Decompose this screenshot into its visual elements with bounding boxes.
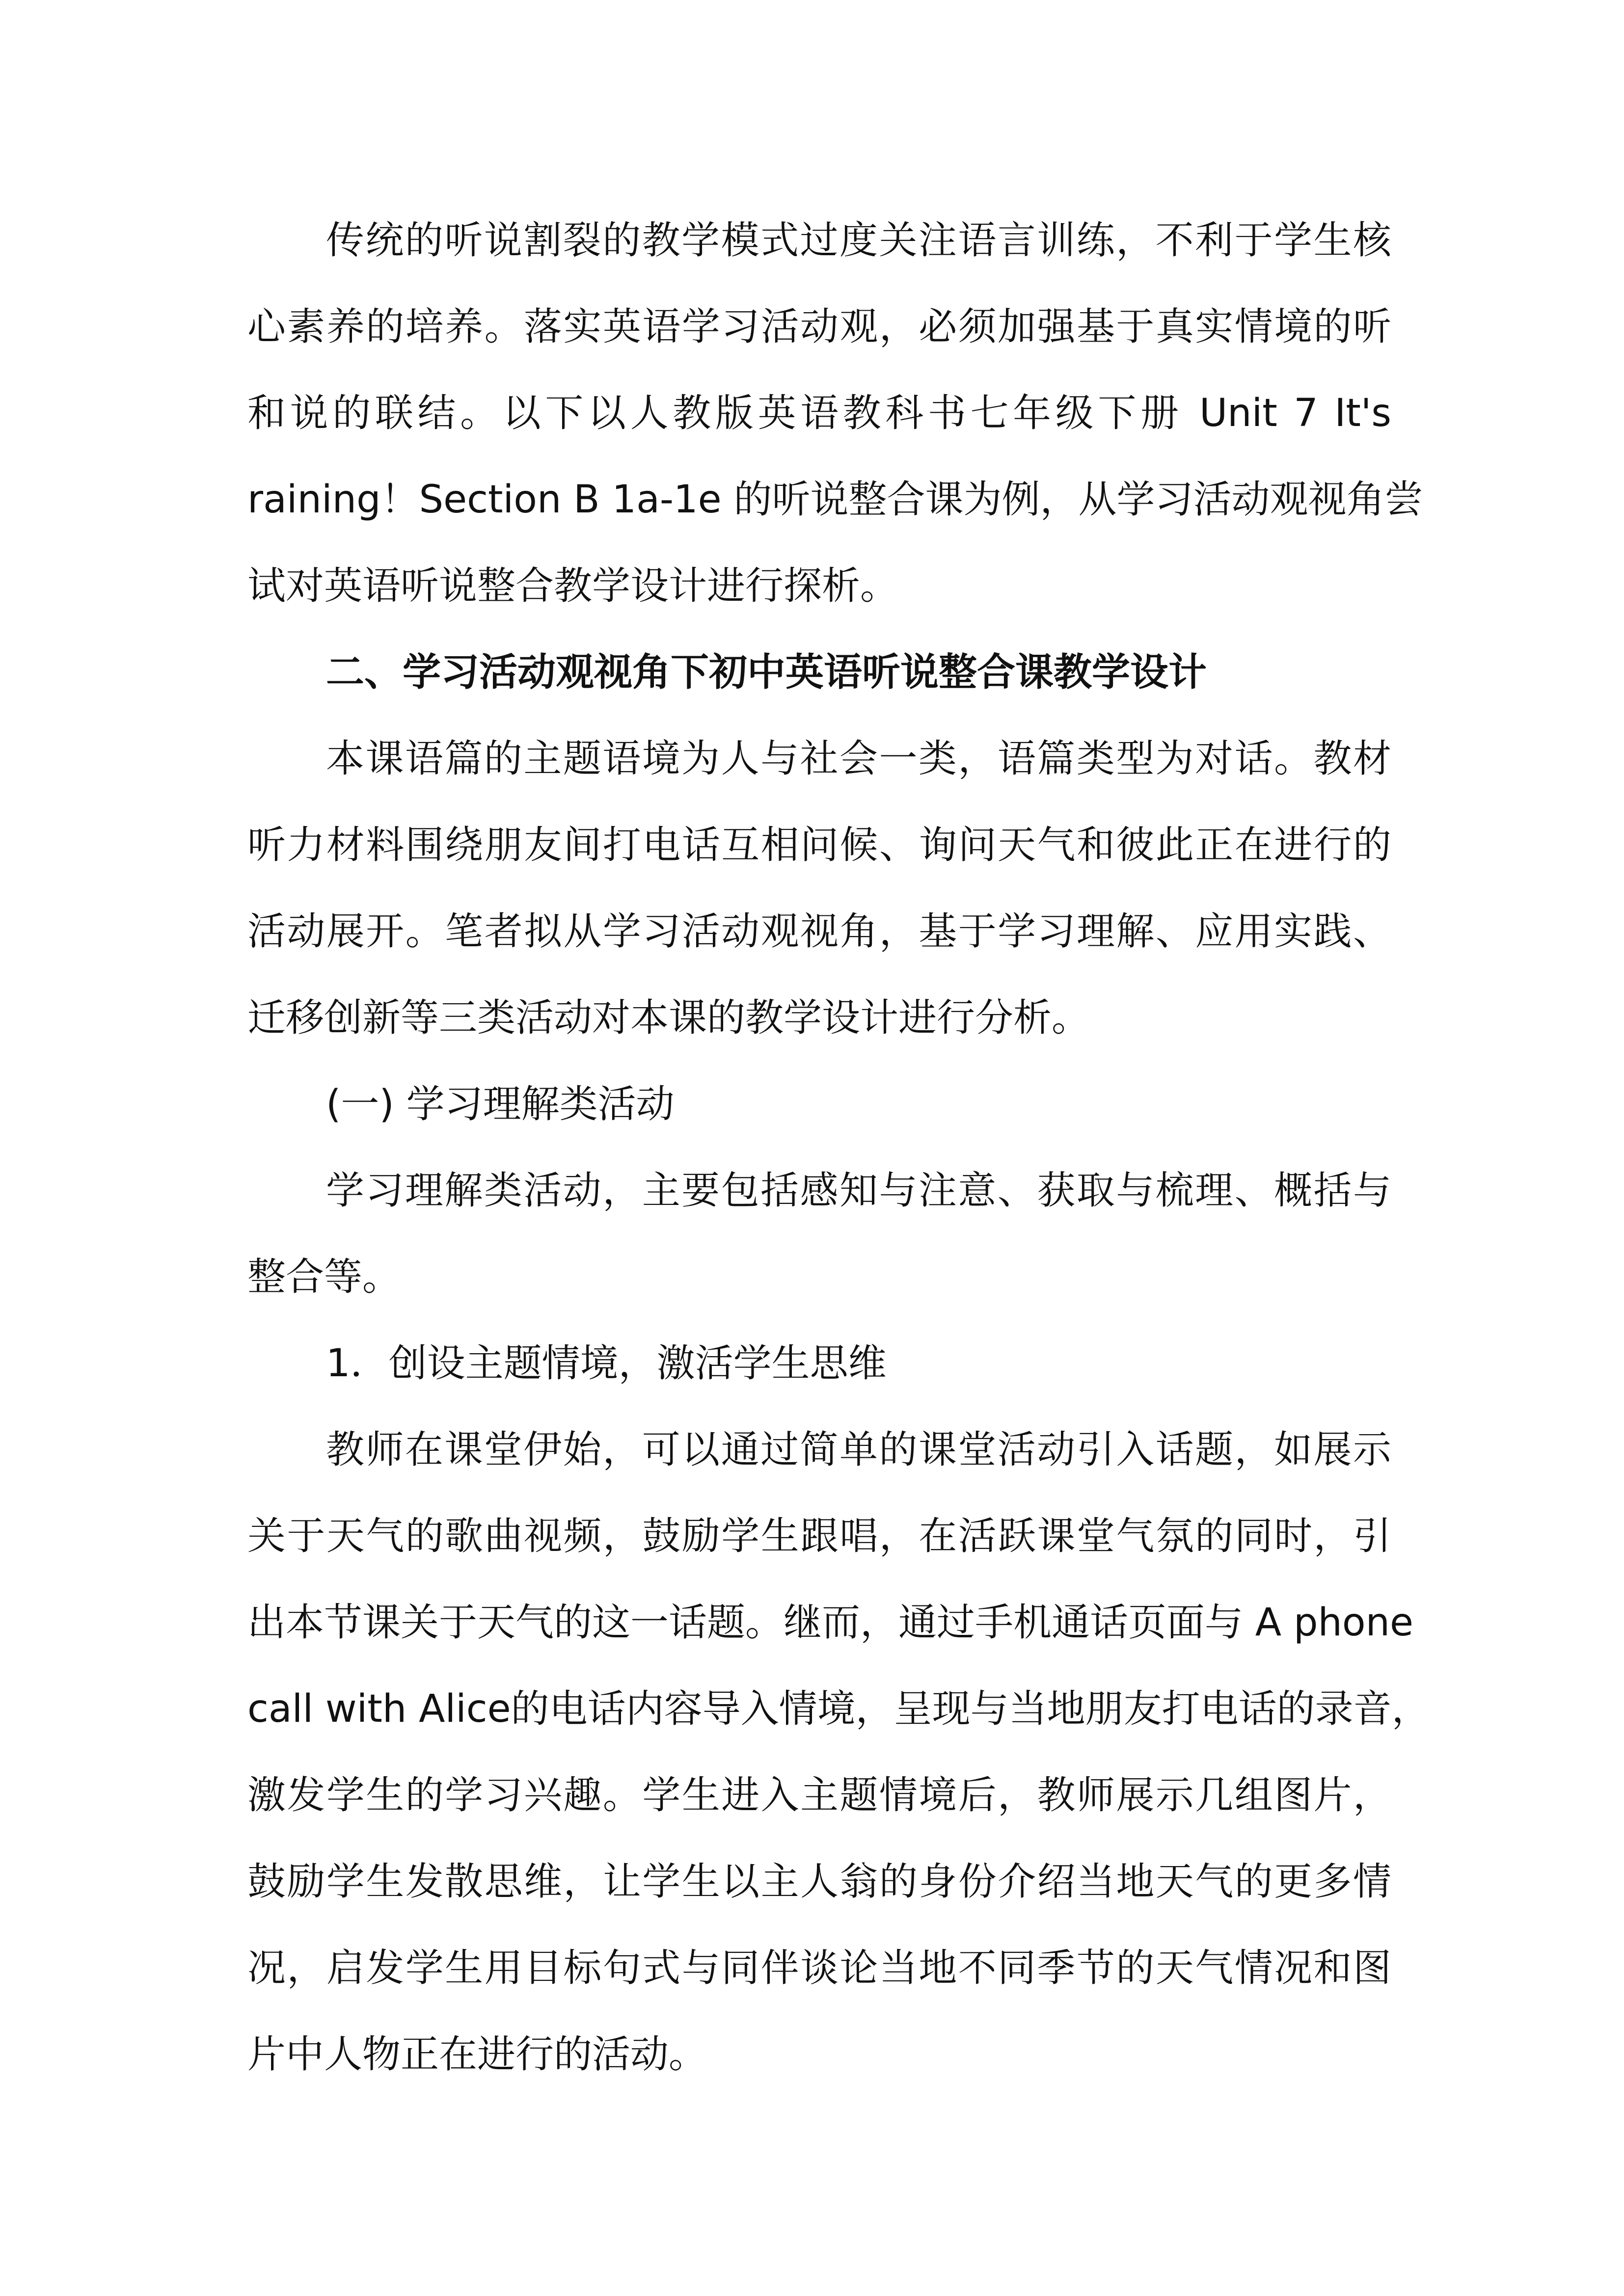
body-text-line: 激发学生的学习兴趣。学生进入主题情境后，教师展示几组图片， <box>247 1773 1391 1817</box>
subsection-heading: (一) 学习理解类活动 <box>326 1082 675 1126</box>
body-text-line: 试对英语听说整合教学设计进行探析。 <box>247 564 899 608</box>
body-text-line: 传统的听说割裂的教学模式过度关注语言训练，不利于学生核 <box>326 218 1391 263</box>
body-text-line: 学习理解类活动，主要包括感知与注意、获取与梳理、概括与 <box>326 1169 1391 1213</box>
body-text-line: 况，启发学生用目标句式与同伴谈论当地不同季节的天气情况和图 <box>247 1946 1391 1990</box>
body-text-line: 教师在课堂伊始，可以通过简单的课堂活动引入话题，如展示 <box>326 1428 1391 1472</box>
body-text-line: 本课语篇的主题语境为人与社会一类，语篇类型为对话。教材 <box>326 737 1391 781</box>
body-text-line: 心素养的培养。落实英语学习活动观，必须加强基于真实情境的听 <box>247 305 1391 349</box>
body-text-line: raining！Section B 1a-1e 的听说整合课为例，从学习活动观视角尝 <box>247 478 1423 522</box>
body-text-line: 迁移创新等三类活动对本课的教学设计进行分析。 <box>247 996 1090 1040</box>
body-text-line: 关于天气的歌曲视频，鼓励学生跟唱，在活跃课堂气氛的同时，引 <box>247 1514 1391 1558</box>
body-text-line: 鼓励学生发散思维，让学生以主人翁的身份介绍当地天气的更多情 <box>247 1860 1391 1904</box>
body-text-line: 听力材料围绕朋友间打电话互相问候、询问天气和彼此正在进行的 <box>247 823 1391 867</box>
body-text-line: 整合等。 <box>247 1255 401 1299</box>
body-text-line: 片中人物正在进行的活动。 <box>247 2032 707 2077</box>
section-heading: 二、学习活动观视角下初中英语听说整合课教学设计 <box>326 650 1207 694</box>
body-text-line: 和说的联结。以下以人教版英语教科书七年级下册 Unit 7 It's <box>247 391 1391 435</box>
body-text-line: 出本节课关于天气的这一话题。继而，通过手机通话页面与 A phone <box>247 1601 1414 1645</box>
body-text-line: call with Alice的电话内容导入情境，呈现与当地朋友打电话的录音， <box>247 1687 1430 1731</box>
body-text-line: 活动展开。笔者拟从学习活动观视角，基于学习理解、应用实践、 <box>247 909 1391 954</box>
subsection-heading: 1．创设主题情境，激活学生思维 <box>326 1341 887 1386</box>
